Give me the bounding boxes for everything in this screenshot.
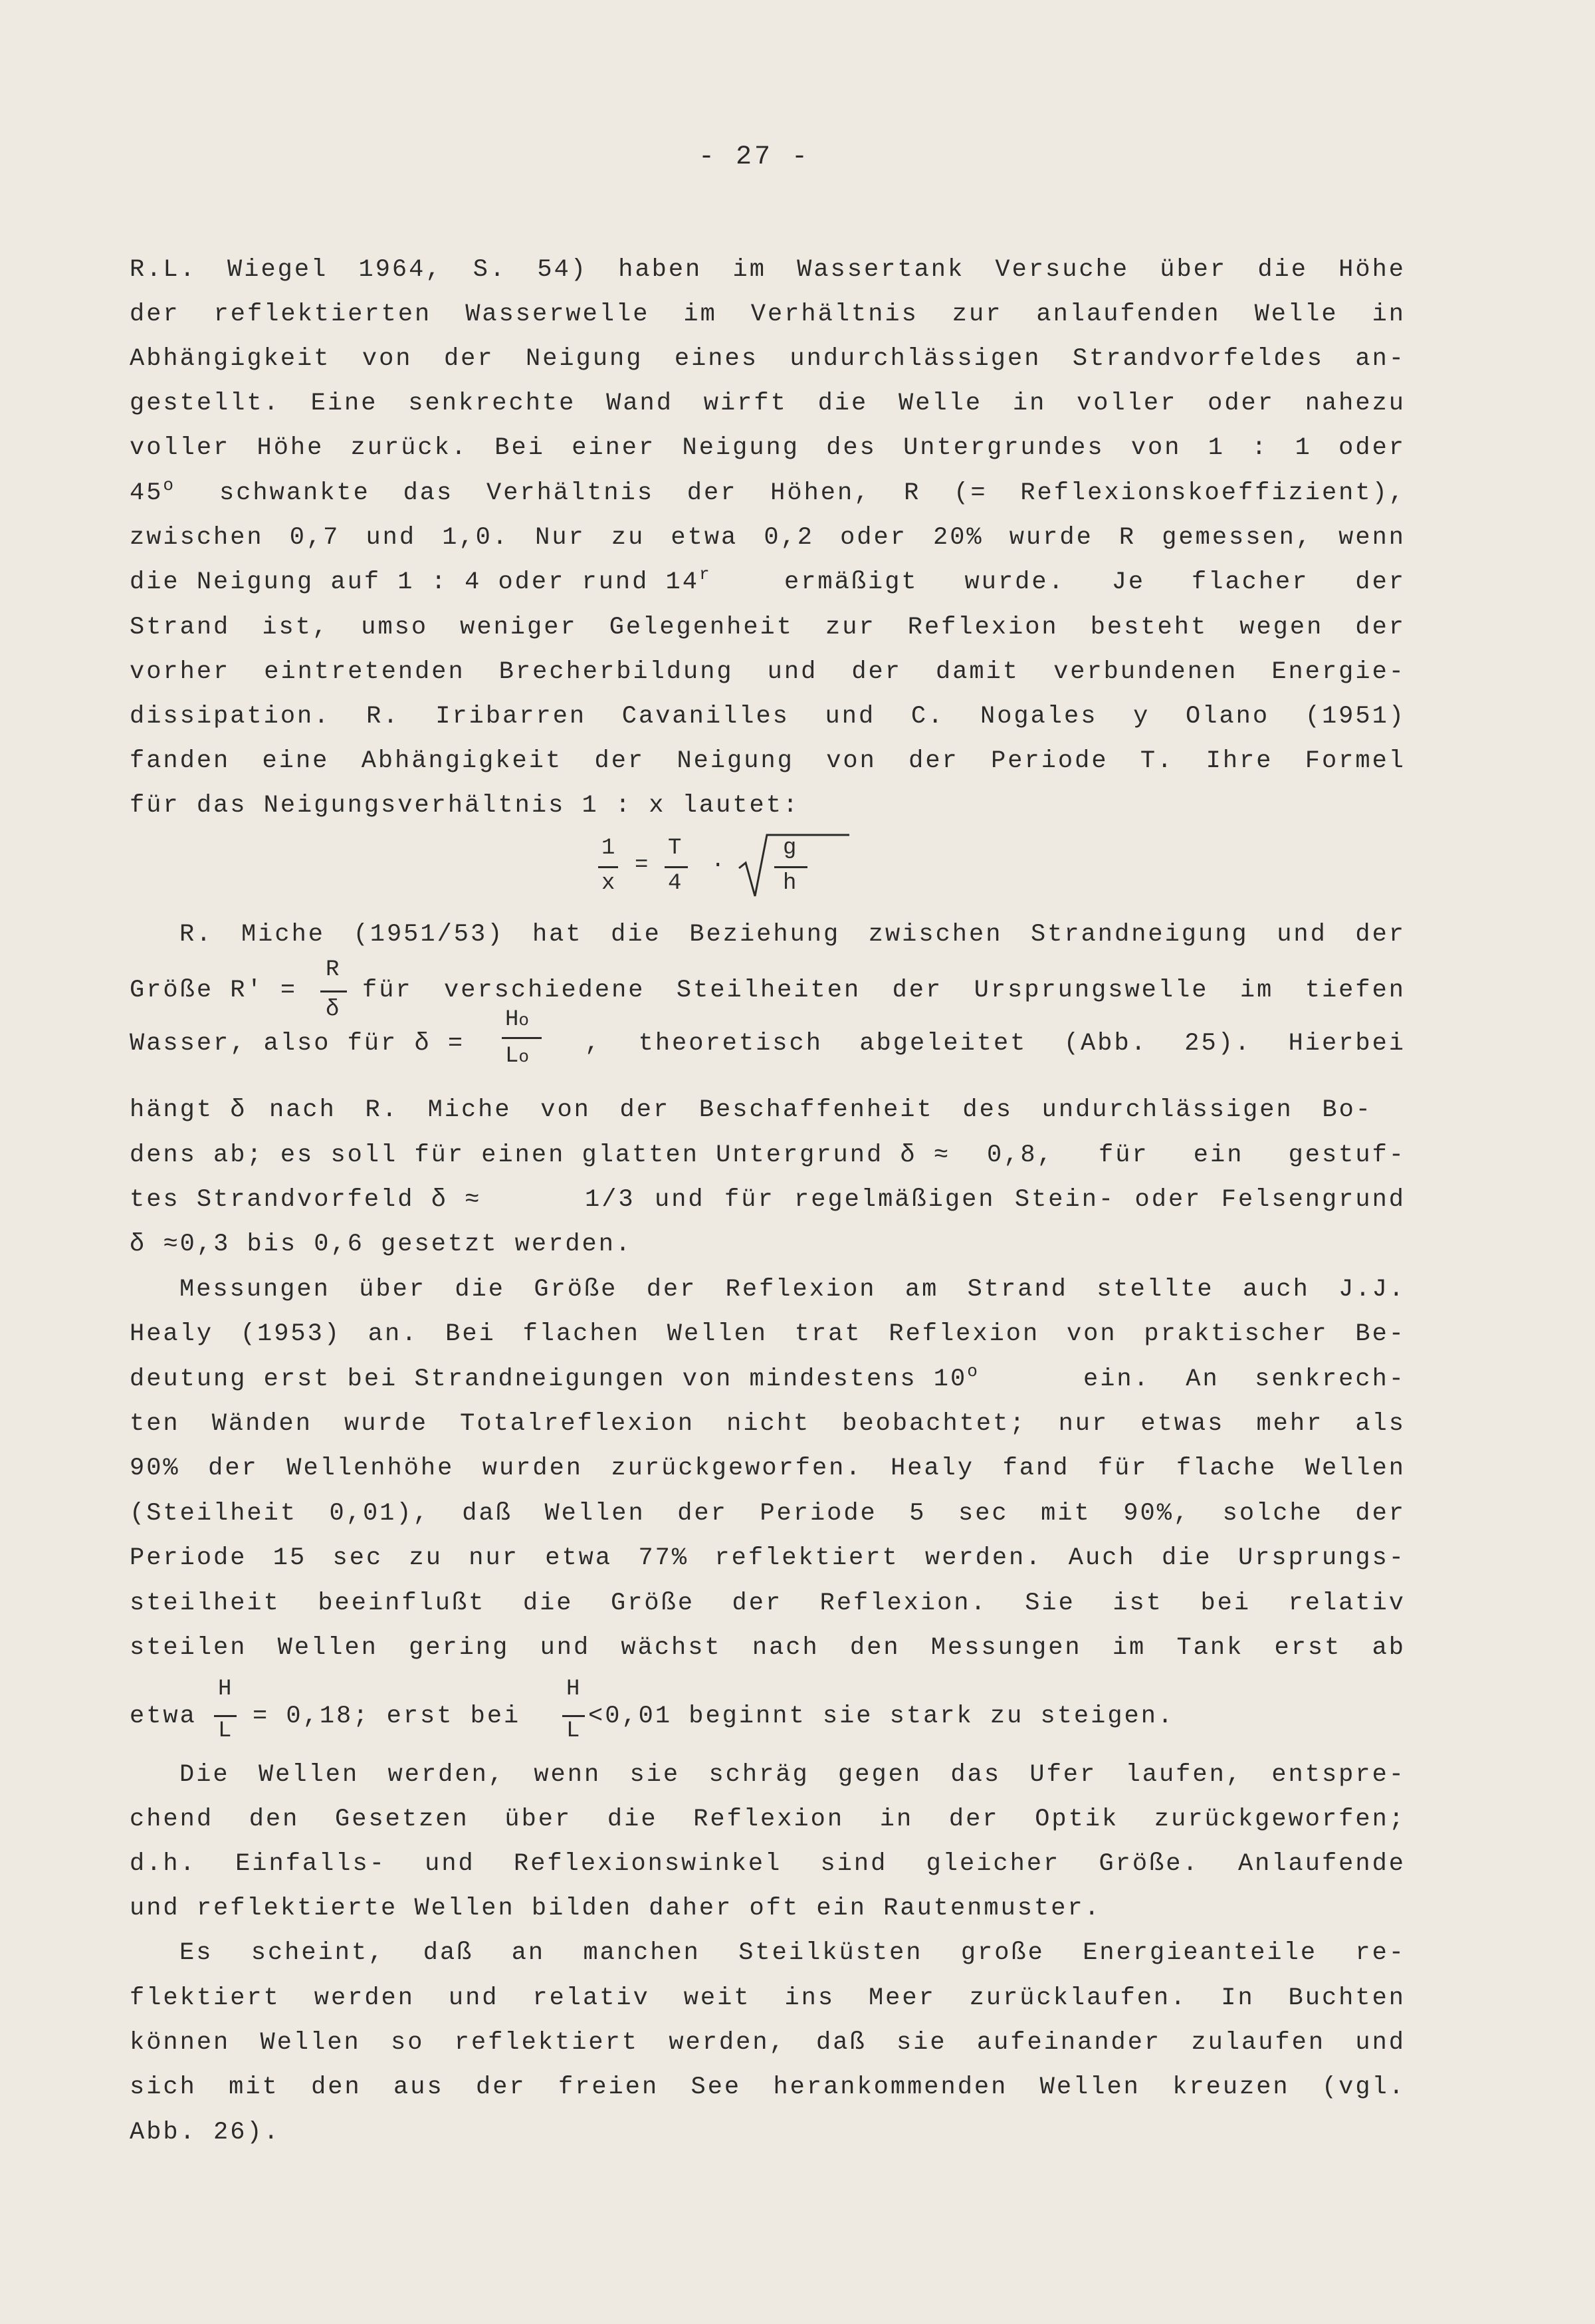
text-line: Größe R' = xyxy=(130,977,298,1004)
formula-numerator: R xyxy=(326,957,340,983)
fraction-bar xyxy=(320,990,347,992)
text-line: der reflektierten Wasserwelle im Verhältnis zur anlaufenden Welle in xyxy=(130,300,1406,328)
formula-numerator: 1 xyxy=(601,836,615,861)
fraction-bar xyxy=(502,1037,542,1039)
formula-denominator: 4 xyxy=(668,871,682,896)
text-line: , theoretisch abgeleitet (Abb. 25). Hierbei xyxy=(585,1030,1406,1058)
formula-numerator: T xyxy=(668,836,682,861)
text-line: 1/3 und für regelmäßigen Stein- oder Felsengrund xyxy=(585,1186,1406,1214)
text-line: dens ab; es soll für einen glatten Untergrund δ ≈ xyxy=(130,1141,951,1169)
text-line: Es scheint, daß an manchen Steilküsten große Energieanteile re- xyxy=(179,1939,1406,1967)
text-line: steilen Wellen gering und wächst nach den Messungen im Tank erst ab xyxy=(130,1634,1406,1662)
text-line: tes Strandvorfeld δ ≈ xyxy=(130,1186,482,1214)
text-line: Healy (1953) an. Bei flachen Wellen trat Reflexion von praktischer Be- xyxy=(130,1320,1406,1348)
text-line: δ ≈0,3 bis 0,6 gesetzt werden. xyxy=(130,1230,633,1258)
text-line: ein. An senkrech- xyxy=(1083,1365,1406,1393)
text-line: R.L. Wiegel 1964, S. 54) haben im Wassertank Versuche über die Höhe xyxy=(130,256,1406,284)
text-line: = 0,18; erst bei xyxy=(253,1702,521,1730)
text-line: die Neigung auf 1 : 4 oder rund 14$^r$ xyxy=(130,564,710,596)
text-line: sich mit den aus der freien See herankommenden Wellen kreuzen (vgl. xyxy=(130,2073,1406,2101)
page-number: - 27 - xyxy=(698,142,811,172)
text-line: Abb. 26). xyxy=(130,2119,280,2147)
text-line: Periode 15 sec zu nur etwa 77% reflektiert werden. Auch die Ursprungs- xyxy=(130,1544,1406,1572)
text-line: nach R. Miche von der Beschaffenheit des undurchlässigen Bo- xyxy=(269,1096,1372,1124)
text-line: ten Wänden wurde Totalreflexion nicht beobachtet; nur etwas mehr als xyxy=(130,1410,1406,1438)
text-line: Die Wellen werden, wenn sie schräg gegen das Ufer laufen, entspre- xyxy=(179,1761,1406,1789)
formula-numerator: g xyxy=(783,836,797,861)
formula-denominator: L xyxy=(566,1718,580,1744)
text-line: voller Höhe zurück. Bei einer Neigung des Untergrundes von 1 : 1 oder xyxy=(130,434,1406,462)
text-line: dissipation. R. Iribarren Cavanilles und C. Nogales y Olano (1951) xyxy=(130,703,1406,731)
text-line: d.h. Einfalls- und Reflexionswinkel sind gleicher Größe. Anlaufende xyxy=(130,1850,1406,1878)
text-line: gestellt. Eine senkrechte Wand wirft die Welle in voller oder nahezu xyxy=(130,390,1406,417)
dot-operator: · xyxy=(711,853,725,878)
text-line: etwa xyxy=(130,1702,197,1730)
formula-denominator: δ xyxy=(326,997,340,1022)
text-line: hängt δ xyxy=(130,1096,247,1124)
text-line: vorher eintretenden Brecherbildung und der damit verbundenen Energie- xyxy=(130,658,1406,686)
text-line: deutung erst bei Strandneigungen von mindestens 10$^o$ xyxy=(130,1361,978,1393)
text-line: fanden eine Abhängigkeit der Neigung von der Periode T. Ihre Formel xyxy=(130,747,1406,775)
text-line: Messungen über die Größe der Reflexion am Strand stellte auch J.J. xyxy=(179,1276,1406,1304)
fraction-bar xyxy=(214,1715,237,1717)
text-line: chend den Gesetzen über die Reflexion in der Optik zurückgeworfen; xyxy=(130,1805,1406,1833)
text-line: ermäßigt wurde. Je flacher der xyxy=(784,568,1406,596)
fraction-bar xyxy=(774,866,807,868)
text-line: für verschiedene Steilheiten der Ursprungswelle im tiefen xyxy=(362,977,1406,1004)
text-line: Abhängigkeit von der Neigung eines undurchlässigen Strandvorfeldes an- xyxy=(130,345,1406,373)
formula-denominator: h xyxy=(783,871,797,896)
text-line: zwischen 0,7 und 1,0. Nur zu etwa 0,2 oder 20% wurde R gemessen, wenn xyxy=(130,524,1406,552)
text-line: und reflektierte Wellen bilden daher oft ein Rautenmuster. xyxy=(130,1895,1101,1922)
text-line: Wasser, also für δ = xyxy=(130,1030,465,1058)
text-line: Strand ist, umso weniger Gelegenheit zur Reflexion besteht wegen der xyxy=(130,614,1406,641)
formula-denominator: x xyxy=(601,871,615,896)
text-line: für das Neigungsverhältnis 1 : x lautet: xyxy=(130,792,800,820)
text-line: flektiert werden und relativ weit ins Meer zurücklaufen. In Buchten xyxy=(130,1984,1406,2012)
text-line: R. Miche (1951/53) hat die Beziehung zwischen Strandneigung und der xyxy=(179,921,1406,949)
text-line: 90% der Wellenhöhe wurden zurückgeworfen. Healy fand für flache Wellen xyxy=(130,1454,1406,1482)
fraction-bar xyxy=(665,866,688,868)
formula-numerator: H xyxy=(218,1677,232,1702)
fraction-bar xyxy=(562,1715,585,1717)
formula-denominator: Lo xyxy=(505,1044,530,1069)
text-line: (Steilheit 0,01), daß Wellen der Periode 5 sec mit 90%, solche der xyxy=(130,1500,1406,1528)
text-line: schwankte das Verhältnis der Höhen, R (= Reflexionskoeffizient), xyxy=(219,479,1406,507)
formula-numerator: Ho xyxy=(505,1007,530,1032)
formula-numerator: H xyxy=(566,1677,580,1702)
text-line: können Wellen so reflektiert werden, daß sie aufeinander zulaufen und xyxy=(130,2029,1406,2057)
text-line: 0,8, für ein gestuf- xyxy=(987,1141,1406,1169)
fraction-bar xyxy=(598,866,618,868)
formula-denominator: L xyxy=(218,1718,232,1744)
angle-value: 45$^o$ xyxy=(130,475,174,507)
equals-sign: = xyxy=(635,853,649,878)
text-line: steilheit beeinflußt die Größe der Reflexion. Sie ist bei relativ xyxy=(130,1589,1406,1617)
text-line: <0,01 beginnt sie stark zu steigen. xyxy=(588,1702,1175,1730)
